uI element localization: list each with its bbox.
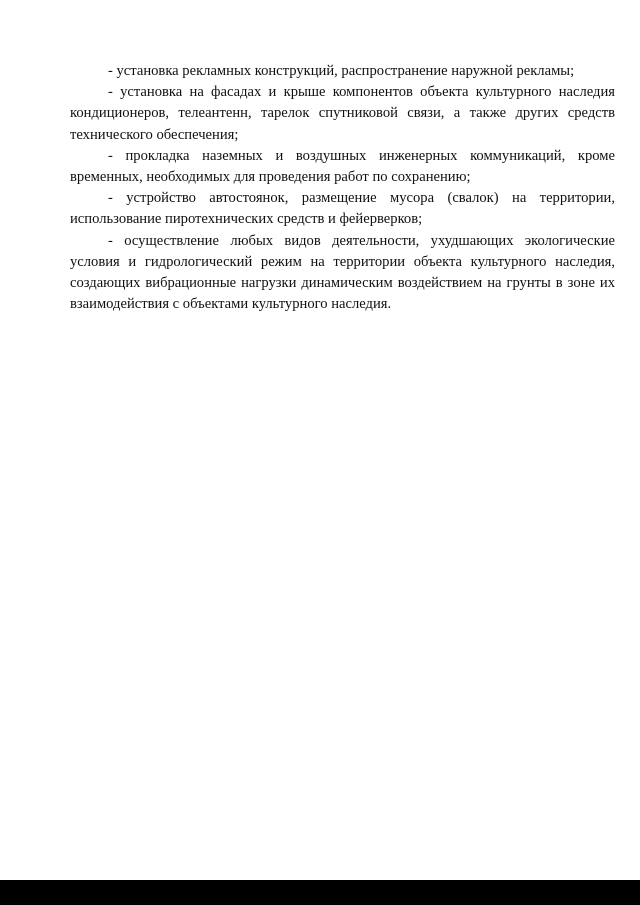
paragraph-facade-equipment: - установка на фасадах и крыше компонентов объекта культурного наследия кондиционеров, телеантенн, тарелок спутниковой связи, а также других средств технического обеспечения; [70,84,615,143]
restrictions-list [70,61,615,315]
scan-bottom-edge [0,880,640,905]
paragraph-engineering-communications: - прокладка наземных и воздушных инженерных коммуникаций, кроме временных, необходимых для проведения работ по сохранению; [70,147,615,186]
paragraph-ecological-activity: - осуществление любых видов деятельности, ухудшающих экологические условия и гидрологический режим на территории объекта культурного наследия, создающих вибрационные нагрузки динамическим воздействием на грунты в зоне их взаимодействия с объектами культурного наследия. [70,232,615,313]
paragraph-advertising: - установка рекламных конструкций, распространение наружной рекламы; [108,63,575,79]
paragraph-parking-waste-pyrotechnics: - устройство автостоянок, размещение мусора (свалок) на территории, использование пиротехнических средств и фейерверков; [70,190,615,228]
